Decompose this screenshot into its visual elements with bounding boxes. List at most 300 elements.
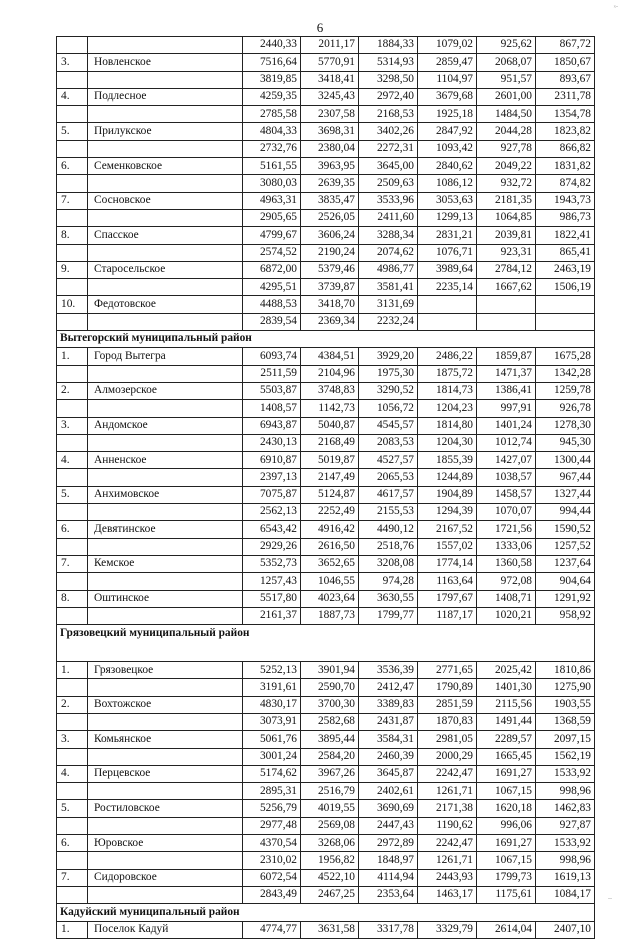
row-number [57,434,88,451]
value-cell: 2732,76 [243,140,301,157]
value-cell: 972,08 [477,573,536,590]
value-cell: 1368,59 [536,713,595,730]
value-cell: 1943,73 [536,192,595,209]
value-cell: 967,44 [536,469,595,486]
table-row [57,88,595,105]
value-cell: 2168,49 [301,434,359,451]
value-cell: 3606,24 [301,227,359,244]
value-cell: 4804,33 [243,123,301,140]
value-cell: 1462,83 [536,800,595,817]
settlement-name: Вохтожское [88,696,243,713]
settlement-name: Сосновское [88,192,243,209]
value-cell: 3329,79 [418,921,477,938]
value-cell: 2977,48 [243,817,301,834]
table-row [57,555,595,572]
value-cell: 1237,64 [536,555,595,572]
row-number: 6. [57,835,88,852]
table-row [57,765,595,782]
value-cell: 2402,61 [359,783,418,800]
value-cell: 1427,07 [477,452,536,469]
value-cell: 3739,87 [301,279,359,296]
value-cell: 3418,41 [301,71,359,88]
row-number: 6. [57,521,88,538]
value-cell: 2232,24 [359,313,418,330]
value-cell: 2443,93 [418,869,477,886]
value-cell: 1299,13 [418,209,477,226]
value-cell: 4384,51 [301,348,359,365]
value-cell: 1799,73 [477,869,536,886]
value-cell: 994,44 [536,504,595,521]
table-row [57,175,595,192]
value-cell: 2467,25 [301,886,359,903]
row-number [57,209,88,226]
value-cell: 3967,26 [301,765,359,782]
settlement-name [88,607,243,624]
value-cell: 2639,35 [301,175,359,192]
value-cell: 951,57 [477,71,536,88]
table-row [57,590,595,607]
table-row [57,209,595,226]
settlement-name [88,313,243,330]
table-row [57,573,595,590]
value-cell: 3131,69 [359,296,418,313]
settlement-name: Грязовецкое [88,662,243,679]
table-row [57,71,595,88]
table-row [57,313,595,330]
value-cell: 997,91 [477,400,536,417]
value-cell: 3630,55 [359,590,418,607]
value-cell: 2011,17 [301,37,359,54]
value-cell: 5352,73 [243,555,301,572]
value-cell: 2518,76 [359,538,418,555]
value-cell: 1204,23 [418,400,477,417]
value-cell: 1342,28 [536,365,595,382]
row-number: 7. [57,869,88,886]
value-cell: 2582,68 [301,713,359,730]
table-row [57,852,595,869]
value-cell: 4295,51 [243,279,301,296]
value-cell: 4617,57 [359,486,418,503]
value-cell: 1261,71 [418,783,477,800]
row-number: 3. [57,54,88,71]
section-row [57,904,595,921]
settlement-name: Комьянское [88,731,243,748]
table-row [57,886,595,903]
value-cell: 3001,24 [243,748,301,765]
value-cell: 3268,06 [301,835,359,852]
settlement-name: Семенковское [88,158,243,175]
value-cell: 1327,44 [536,486,595,503]
settlement-name: Перцевское [88,765,243,782]
value-cell: 1067,15 [477,783,536,800]
table-row [57,348,595,365]
settlement-name: Федотовское [88,296,243,313]
value-cell: 6093,74 [243,348,301,365]
value-cell: 2614,04 [477,921,536,938]
value-cell: 3073,91 [243,713,301,730]
value-cell: 1822,41 [536,227,595,244]
value-cell: 2569,08 [301,817,359,834]
value-cell: 1855,39 [418,452,477,469]
table-row [57,123,595,140]
value-cell: 1261,71 [418,852,477,869]
value-cell: 2843,49 [243,886,301,903]
value-cell: 2068,07 [477,54,536,71]
row-number: 8. [57,227,88,244]
row-number: 1. [57,348,88,365]
value-cell: 2000,29 [418,748,477,765]
table-row [57,713,595,730]
value-cell: 1333,06 [477,538,536,555]
table-row [57,817,595,834]
value-cell: 2167,52 [418,521,477,538]
value-cell: 1491,44 [477,713,536,730]
value-cell: 925,62 [477,37,536,54]
row-number [57,679,88,696]
value-cell: 5770,91 [301,54,359,71]
value-cell: 5161,55 [243,158,301,175]
value-cell: 3989,64 [418,261,477,278]
value-cell: 3191,61 [243,679,301,696]
value-cell [418,313,477,330]
settlement-name: Кемское [88,555,243,572]
settlement-name: Новленское [88,54,243,71]
row-number: 9. [57,261,88,278]
value-cell: 2097,15 [536,731,595,748]
value-cell: 2785,58 [243,106,301,123]
value-cell: 3584,31 [359,731,418,748]
value-cell: 1300,44 [536,452,595,469]
value-cell: 6943,87 [243,417,301,434]
value-cell: 2972,40 [359,88,418,105]
value-cell: 2440,33 [243,37,301,54]
value-cell: 1810,86 [536,662,595,679]
value-cell: 3679,68 [418,88,477,105]
value-cell: 1557,02 [418,538,477,555]
row-number [57,748,88,765]
value-cell: 2905,65 [243,209,301,226]
settlement-name [88,400,243,417]
row-number [57,279,88,296]
table-row [57,279,595,296]
settlement-name [88,37,243,54]
value-cell: 1278,30 [536,417,595,434]
value-cell: 1848,97 [359,852,418,869]
value-cell: 2526,05 [301,209,359,226]
settlement-name [88,140,243,157]
value-cell: 1012,74 [477,434,536,451]
value-cell: 874,82 [536,175,595,192]
value-cell: 3963,95 [301,158,359,175]
table-row [57,244,595,261]
value-cell: 5503,87 [243,382,301,399]
value-cell: 3317,78 [359,921,418,938]
value-cell: 3690,69 [359,800,418,817]
value-cell: 2590,70 [301,679,359,696]
value-cell: 2311,78 [536,88,595,105]
value-cell [418,296,477,313]
value-cell: 1619,13 [536,869,595,886]
row-number [57,365,88,382]
value-cell: 1020,21 [477,607,536,624]
value-cell: 4522,10 [301,869,359,886]
row-number [57,400,88,417]
value-cell: 1259,78 [536,382,595,399]
row-number: 1. [57,921,88,938]
value-cell: 1590,52 [536,521,595,538]
value-cell: 4019,55 [301,800,359,817]
value-cell: 3929,20 [359,348,418,365]
value-cell: 1721,56 [477,521,536,538]
value-cell: 932,72 [477,175,536,192]
settlement-name: Город Вытегра [88,348,243,365]
value-cell: 2851,59 [418,696,477,713]
value-cell: 1204,30 [418,434,477,451]
row-number: 2. [57,696,88,713]
value-cell: 1884,33 [359,37,418,54]
value-cell: 1620,18 [477,800,536,817]
value-cell: 3245,43 [301,88,359,105]
value-cell: 4490,12 [359,521,418,538]
row-number: 3. [57,731,88,748]
row-number [57,175,88,192]
table-row [57,140,595,157]
value-cell: 1850,67 [536,54,595,71]
section-row [57,331,595,348]
value-cell: 3652,65 [301,555,359,572]
value-cell: 2516,79 [301,783,359,800]
value-cell: 1291,92 [536,590,595,607]
value-cell: 1463,17 [418,886,477,903]
value-cell: 2771,65 [418,662,477,679]
settlement-name: Девятинское [88,521,243,538]
table-row [57,783,595,800]
row-number [57,140,88,157]
value-cell: 2431,87 [359,713,418,730]
value-cell: 2511,59 [243,365,301,382]
table-row [57,400,595,417]
value-cell: 1056,72 [359,400,418,417]
value-cell: 1064,85 [477,209,536,226]
value-cell: 2447,43 [359,817,418,834]
value-cell: 1190,62 [418,817,477,834]
settlement-name: Андомское [88,417,243,434]
row-number: 3. [57,417,88,434]
value-cell: 1859,87 [477,348,536,365]
value-cell: 4370,54 [243,835,301,852]
value-cell: 5379,46 [301,261,359,278]
row-number [57,852,88,869]
value-cell: 1691,27 [477,835,536,852]
value-cell: 2307,58 [301,106,359,123]
settlement-name: Алмозерское [88,382,243,399]
value-cell: 2049,22 [477,158,536,175]
settlement-name [88,538,243,555]
value-cell: 3835,47 [301,192,359,209]
row-number [57,469,88,486]
value-cell: 1904,89 [418,486,477,503]
row-number [57,886,88,903]
table-row [57,192,595,209]
row-number [57,817,88,834]
settlement-name [88,71,243,88]
value-cell: 2463,19 [536,261,595,278]
value-cell: 2397,13 [243,469,301,486]
page-number: 6 [316,20,324,35]
value-cell: 923,31 [477,244,536,261]
table-row [57,921,595,938]
section-title: Грязовецкий муниципальный район [57,625,595,662]
value-cell: 3053,63 [418,192,477,209]
settlement-name [88,852,243,869]
value-cell: 2369,34 [301,313,359,330]
settlement-name: Анхимовское [88,486,243,503]
value-cell: 4799,67 [243,227,301,244]
value-cell: 3698,31 [301,123,359,140]
settlement-name [88,279,243,296]
value-cell: 866,82 [536,140,595,157]
value-cell: 2074,62 [359,244,418,261]
value-cell: 5256,79 [243,800,301,817]
value-cell: 1093,42 [418,140,477,157]
value-cell: 1086,12 [418,175,477,192]
row-number [57,71,88,88]
value-cell: 3080,03 [243,175,301,192]
value-cell: 926,78 [536,400,595,417]
value-cell: 1870,83 [418,713,477,730]
row-number [57,504,88,521]
value-cell: 5517,80 [243,590,301,607]
value-cell: 1275,90 [536,679,595,696]
value-cell: 4916,42 [301,521,359,538]
tariff-table [56,36,595,939]
value-cell: 5174,62 [243,765,301,782]
value-cell: 996,06 [477,817,536,834]
value-cell: 4986,77 [359,261,418,278]
value-cell: 2407,10 [536,921,595,938]
settlement-name: Подлесное [88,88,243,105]
settlement-name: Оштинское [88,590,243,607]
settlement-name: Прилукское [88,123,243,140]
table-row [57,261,595,278]
settlement-name [88,244,243,261]
value-cell: 986,73 [536,209,595,226]
table-row [57,158,595,175]
value-cell: 7075,87 [243,486,301,503]
value-cell: 1142,73 [301,400,359,417]
value-cell: 4488,53 [243,296,301,313]
settlement-name [88,573,243,590]
value-cell: 1187,17 [418,607,477,624]
value-cell: 2242,47 [418,765,477,782]
value-cell: 1386,41 [477,382,536,399]
value-cell: 1038,57 [477,469,536,486]
value-cell: 1925,18 [418,106,477,123]
value-cell: 867,72 [536,37,595,54]
table-row [57,869,595,886]
row-number: 10. [57,296,88,313]
table-row [57,731,595,748]
value-cell: 2839,54 [243,313,301,330]
settlement-name: Анненское [88,452,243,469]
value-cell: 1163,64 [418,573,477,590]
value-cell: 1903,55 [536,696,595,713]
value-cell: 3645,00 [359,158,418,175]
settlement-name [88,748,243,765]
row-number [57,713,88,730]
settlement-name [88,175,243,192]
value-cell: 4259,35 [243,88,301,105]
value-cell: 2039,81 [477,227,536,244]
table-row [57,382,595,399]
value-cell: 2430,13 [243,434,301,451]
row-number: 1. [57,662,88,679]
value-cell: 958,92 [536,607,595,624]
value-cell: 2115,56 [477,696,536,713]
value-cell: 1408,57 [243,400,301,417]
value-cell: 2972,89 [359,835,418,852]
value-cell: 2272,31 [359,140,418,157]
value-cell: 2190,24 [301,244,359,261]
row-number: 4. [57,88,88,105]
value-cell [536,296,595,313]
row-number [57,783,88,800]
value-cell: 1975,30 [359,365,418,382]
value-cell: 1799,77 [359,607,418,624]
value-cell: 6072,54 [243,869,301,886]
value-cell: 5061,76 [243,731,301,748]
settlement-name [88,713,243,730]
settlement-name [88,209,243,226]
foot-mark: .. [608,892,612,901]
table-body [57,37,595,939]
value-cell: 3748,83 [301,382,359,399]
section-title: Вытегорский муниципальный район [57,331,595,348]
value-cell: 1831,82 [536,158,595,175]
value-cell: 2147,49 [301,469,359,486]
value-cell: 1887,73 [301,607,359,624]
value-cell: 2840,62 [418,158,477,175]
table-row [57,434,595,451]
value-cell: 2460,39 [359,748,418,765]
value-cell: 998,96 [536,783,595,800]
value-cell: 2601,00 [477,88,536,105]
table-row [57,365,595,382]
table-row [57,504,595,521]
value-cell: 945,30 [536,434,595,451]
value-cell: 1079,02 [418,37,477,54]
value-cell: 4830,17 [243,696,301,713]
table-row [57,679,595,696]
settlement-name: Ростиловское [88,800,243,817]
table-row [57,417,595,434]
table-row [57,696,595,713]
value-cell: 1401,30 [477,679,536,696]
section-title: Кадуйский муниципальный район [57,904,595,921]
value-cell: 6543,42 [243,521,301,538]
row-number: 4. [57,452,88,469]
value-cell: 1401,24 [477,417,536,434]
value-cell: 2616,50 [301,538,359,555]
settlement-name: Старосельское [88,261,243,278]
value-cell: 6872,00 [243,261,301,278]
value-cell: 1790,89 [418,679,477,696]
value-cell: 2044,28 [477,123,536,140]
row-number: 5. [57,486,88,503]
row-number [57,607,88,624]
value-cell: 3581,41 [359,279,418,296]
value-cell: 2104,96 [301,365,359,382]
